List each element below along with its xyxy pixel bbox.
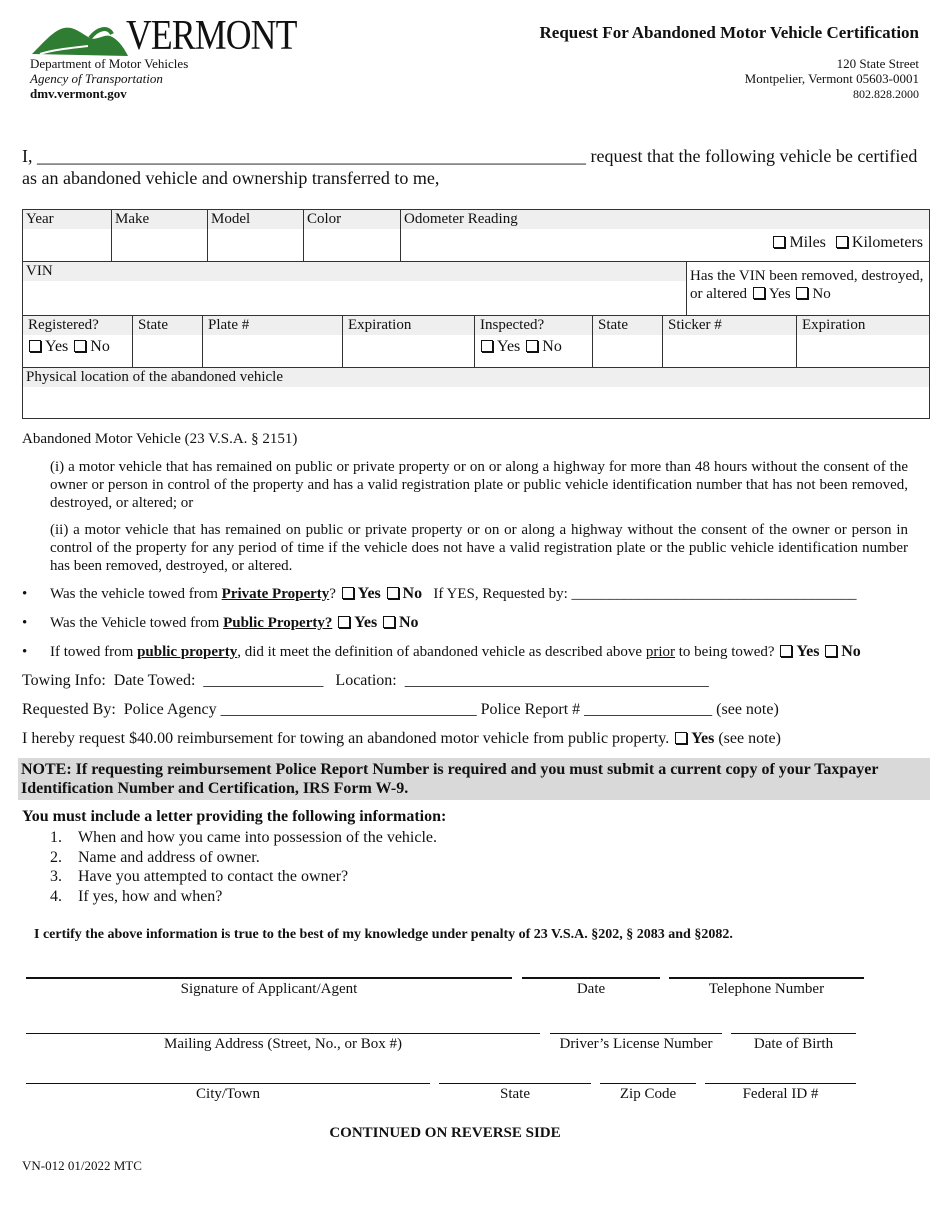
private-no-label: No — [402, 585, 423, 602]
definition-item-2: (ii) a motor vehicle that has remained on public or private property or on or along a highway without the consent of the owner or person in control of the property for any period of time if the vehicle does not have a valid registration plate or the public vehicle identification number has been removed, destroyed, or altered. — [50, 522, 908, 574]
question-definition-met: • If towed from public property, did it meet the definition of abandoned vehicle as described above prior to being towed? Yes No — [22, 643, 861, 660]
q1-text: Was the vehicle towed from — [50, 586, 222, 602]
mailing-address-line[interactable] — [26, 1033, 540, 1034]
q1-post: ? — [329, 586, 336, 602]
registration-table — [22, 315, 930, 368]
question-private-property: • Was the vehicle towed from Private Property? Yes No If YES, Requested by: ______________________________________ — [22, 585, 857, 602]
vin-altered-question-2: or altered — [690, 286, 748, 302]
registered-yes-label: Yes — [45, 338, 69, 355]
intro-line-1 — [22, 146, 932, 167]
state-label: State — [500, 1086, 530, 1102]
definition-item-1: (i) a motor vehicle that has remained on public or private property or on or along a highway for more than 48 hours without the consent of the owner or person in control of the property and has a valid registration plate or public vehicle identification number that has not been removed, destroyed, or altered; or — [50, 459, 908, 511]
vin-altered-yes-checkbox[interactable] — [753, 287, 765, 299]
q3-prior: prior — [645, 644, 676, 660]
reimb-text: I hereby request $40.00 reimbursement for towing an abandoned motor vehicle from public property. — [22, 730, 670, 747]
public-yes-label: Yes — [354, 614, 378, 631]
address-city: Montpelier, Vermont 05603-0001 — [744, 71, 919, 86]
definition-yes-label: Yes — [796, 643, 820, 660]
kilometers-checkbox[interactable] — [836, 236, 848, 248]
q3-mid: , did it meet the definition of abandoned vehicle as described above — [237, 644, 646, 660]
registered-no-label: No — [90, 338, 110, 355]
color-cell[interactable] — [304, 210, 401, 262]
inspected-yes-checkbox[interactable] — [481, 340, 493, 352]
federal-id-line[interactable] — [705, 1083, 856, 1084]
city-label: City/Town — [196, 1086, 260, 1102]
q2-text: Was the Vehicle towed from — [50, 615, 224, 631]
letter-item: 1. When and how you came into possession of the vehicle. — [50, 829, 438, 846]
inspected-no-checkbox[interactable] — [526, 340, 538, 352]
drivers-license-line[interactable] — [550, 1033, 722, 1034]
reg-state-label: State — [133, 316, 202, 335]
date-label: Date — [576, 981, 606, 997]
make-cell[interactable] — [112, 210, 208, 262]
letter-item: 4. If yes, how and when? — [50, 887, 223, 905]
odometer-label: Odometer Reading — [401, 210, 929, 229]
towing-info[interactable]: Towing Info: Date Towed: _______________ Location: ______________________________________ — [22, 672, 709, 689]
vermont-logo — [30, 13, 297, 59]
form-title: Request For Abandoned Motor Vehicle Certification — [539, 23, 919, 42]
mountain-logo-icon — [30, 20, 130, 58]
q2-emphasis: Public Property? — [223, 615, 333, 631]
address-street: 120 State Street — [836, 56, 919, 71]
federal-id-label: Federal ID # — [742, 1086, 819, 1102]
inspected-cell — [475, 316, 593, 368]
state-line[interactable] — [439, 1083, 591, 1084]
insp-expiration-cell[interactable] — [797, 316, 930, 368]
vin-cell[interactable] — [23, 262, 687, 316]
letter-item-text: Have you attempted to contact the owner? — [78, 868, 349, 885]
vin-yes-label: Yes — [768, 286, 791, 302]
certification-statement: I certify the above information is true to the best of my knowledge under penalty of 23 V.S.A. §202, § 2083 and §2082. — [34, 927, 733, 942]
letter-item-text: When and how you came into possession of the vehicle. — [78, 829, 438, 846]
reimb-yes-label: Yes — [691, 730, 715, 747]
odometer-cell[interactable] — [401, 210, 930, 262]
sticker-label: Sticker # — [663, 316, 796, 335]
date-of-birth-label: Date of Birth — [753, 1036, 834, 1052]
q3-post: to being towed? — [675, 644, 775, 660]
applicant-name-field[interactable]: _____________________________________________________________ — [37, 146, 586, 166]
vehicle-info-table — [22, 209, 930, 262]
miles-label: Miles — [789, 234, 826, 251]
note-box: NOTE: If requesting reimbursement Police Report Number is required and you must submit a current copy of your Taxpayer Identification Number and Certification, IRS Form W-9. — [18, 758, 930, 800]
reimb-see-note: (see note) — [718, 730, 781, 747]
definition-no-checkbox[interactable] — [825, 645, 837, 657]
definition-no-label: No — [841, 643, 861, 660]
form-id: VN-012 01/2022 MTC — [22, 1158, 142, 1173]
year-cell[interactable] — [23, 210, 112, 262]
make-label: Make — [112, 210, 207, 229]
signature-label: Signature of Applicant/Agent — [180, 981, 358, 997]
letter-item: 2. Name and address of owner. — [50, 848, 260, 866]
definition-yes-checkbox[interactable] — [780, 645, 792, 657]
q1-emphasis: Private Property — [221, 586, 330, 602]
intro-suffix: request that the following vehicle be certified — [586, 146, 918, 166]
letter-item: 3. Have you attempted to contact the owner? — [50, 868, 349, 885]
registered-yes-checkbox[interactable] — [29, 340, 41, 352]
signature-line[interactable] — [26, 977, 512, 979]
zip-line[interactable] — [600, 1083, 696, 1084]
miles-checkbox[interactable] — [773, 236, 785, 248]
sticker-cell[interactable] — [663, 316, 797, 368]
letter-list — [50, 828, 437, 906]
plate-cell[interactable] — [203, 316, 343, 368]
zip-label: Zip Code — [619, 1086, 677, 1102]
requested-by-field[interactable]: If YES, Requested by: ______________________________________ — [433, 586, 857, 602]
location-label: Physical location of the abandoned vehicle — [23, 368, 929, 387]
reg-expiration-label: Expiration — [343, 316, 474, 335]
website[interactable]: dmv.vermont.gov — [30, 86, 127, 101]
insp-expiration-label: Expiration — [797, 316, 929, 335]
intro-line-2: as an abandoned vehicle and ownership transferred to me, — [22, 168, 440, 188]
telephone-line[interactable] — [669, 977, 864, 979]
private-no-checkbox[interactable] — [387, 587, 399, 599]
q3-text: If towed from — [50, 644, 138, 660]
reg-expiration-cell[interactable] — [343, 316, 475, 368]
private-yes-checkbox[interactable] — [342, 587, 354, 599]
insp-state-label: State — [593, 316, 662, 335]
reimbursement-request — [22, 730, 781, 748]
vin-altered-no-checkbox[interactable] — [796, 287, 808, 299]
private-yes-label: Yes — [357, 585, 381, 602]
public-yes-checkbox[interactable] — [338, 616, 350, 628]
question-public-property: • Was the Vehicle towed from Public Property? Yes No — [22, 614, 419, 631]
telephone-label: Telephone Number — [708, 981, 825, 997]
drivers-license-label: Driver’s License Number — [559, 1036, 713, 1052]
insp-state-cell[interactable] — [593, 316, 663, 368]
date-of-birth-line[interactable] — [731, 1033, 856, 1034]
continued-notice: CONTINUED ON REVERSE SIDE — [329, 1125, 561, 1141]
reimbursement-yes-checkbox[interactable] — [675, 732, 687, 744]
location-cell[interactable] — [23, 368, 930, 419]
public-no-checkbox[interactable] — [383, 616, 395, 628]
mailing-address-label: Mailing Address (Street, No., or Box #) — [164, 1036, 402, 1052]
vin-label: VIN — [23, 262, 686, 281]
plate-label: Plate # — [203, 316, 342, 335]
model-cell[interactable] — [208, 210, 304, 262]
kilometers-label: Kilometers — [851, 234, 923, 251]
inspected-label: Inspected? — [475, 316, 592, 335]
letter-heading: You must include a letter providing the following information: — [22, 808, 447, 825]
inspected-yes-label: Yes — [497, 338, 521, 355]
letter-item-text: Name and address of owner. — [78, 848, 260, 866]
address-phone: 802.828.2000 — [853, 87, 919, 101]
date-line[interactable] — [522, 977, 660, 979]
vin-altered-question: Has the VIN been removed, destroyed, — [690, 268, 924, 284]
inspected-no-label: No — [542, 338, 562, 355]
year-label: Year — [23, 210, 111, 229]
dept-name: Department of Motor Vehicles — [30, 56, 189, 71]
registered-cell — [23, 316, 133, 368]
registered-label: Registered? — [23, 316, 132, 335]
city-line[interactable] — [26, 1083, 430, 1084]
definition-heading: Abandoned Motor Vehicle (23 V.S.A. § 2151) — [22, 431, 298, 447]
vin-altered-cell — [687, 262, 930, 316]
vin-table — [22, 261, 930, 316]
logo-text: VERMONT — [126, 13, 297, 59]
model-label: Model — [208, 210, 303, 229]
intro-prefix: I, — [22, 146, 37, 166]
letter-item-text: If yes, how and when? — [78, 887, 223, 905]
requested-by-police[interactable]: Requested By: Police Agency ________________________________ Police Report # ________________ (see note) — [22, 701, 779, 718]
vin-no-label: No — [812, 286, 831, 302]
agency-name: Agency of Transportation — [30, 71, 163, 86]
public-no-label: No — [398, 614, 419, 631]
color-label: Color — [304, 210, 400, 229]
reg-state-cell[interactable] — [133, 316, 203, 368]
q3-emphasis: public property — [137, 644, 238, 660]
registered-no-checkbox[interactable] — [74, 340, 86, 352]
location-table — [22, 367, 930, 419]
